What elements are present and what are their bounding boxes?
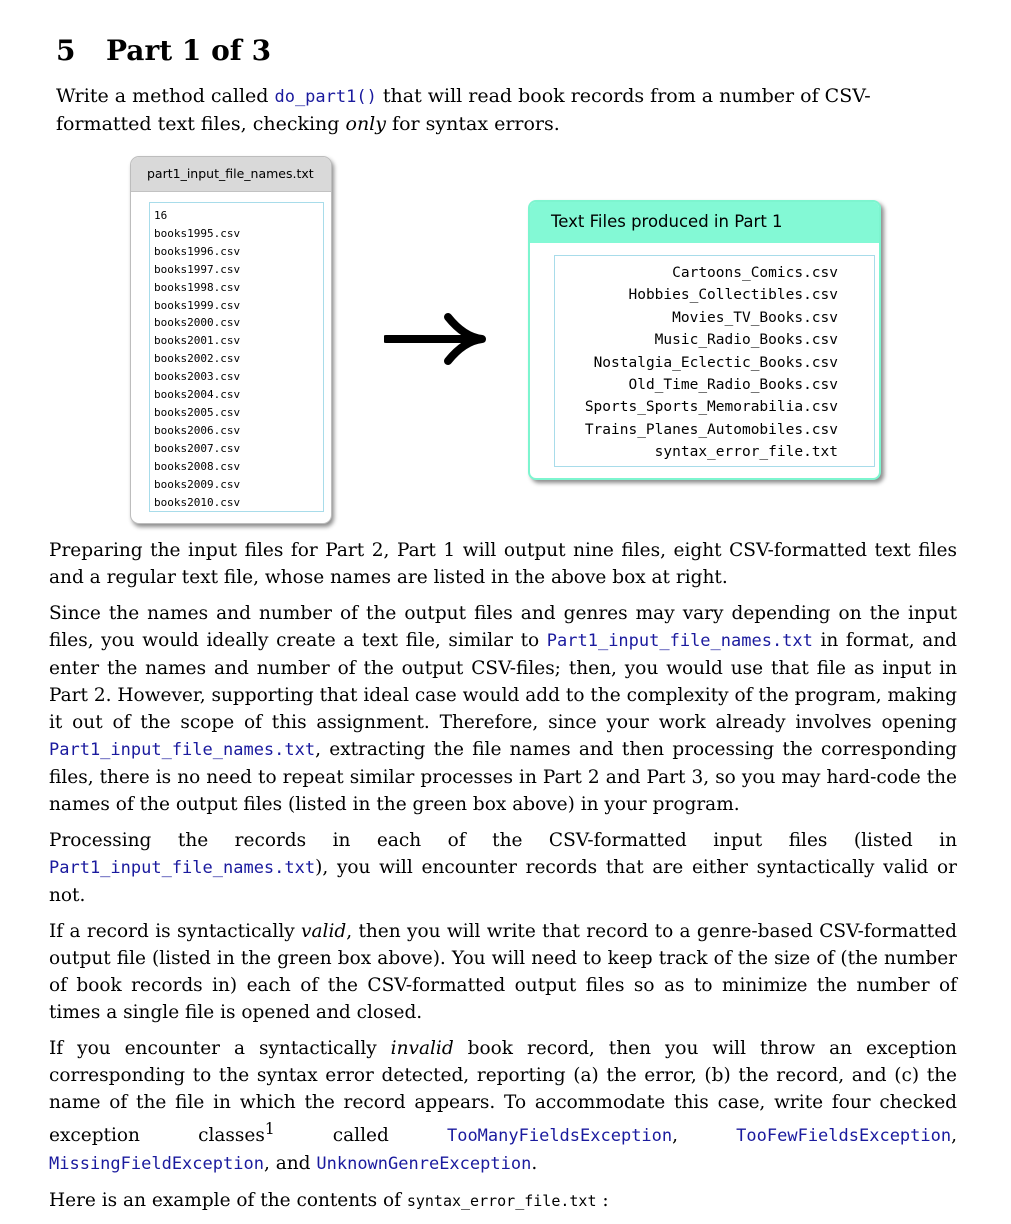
footnote-marker: 1 — [264, 1120, 275, 1138]
input-file-line: books2006.csv — [154, 423, 241, 437]
filename-code: Part1_input_file_names.txt — [49, 858, 316, 878]
intro-paragraph: Write a method called do_part1() that will read book records from a number of CSV-formatted text files, checking only for syntax errors. — [56, 85, 871, 135]
input-file-line: books1995.csv — [154, 226, 241, 240]
input-file-line: books2010.csv — [154, 495, 241, 509]
output-file-name: Old_Time_Radio_Books.csv — [628, 377, 838, 394]
output-file-name: Movies_TV_Books.csv — [672, 309, 838, 326]
input-file-line: books2002.csv — [154, 352, 241, 366]
output-file-name: Cartoons_Comics.csv — [672, 265, 838, 281]
output-files-box-title: Text Files produced in Part 1 — [530, 202, 879, 243]
input-file-line: books1998.csv — [154, 280, 241, 294]
input-file-window-title: part1_input_file_names.txt — [131, 157, 331, 192]
input-file-line: 16 — [154, 209, 168, 222]
output-files-box — [528, 200, 881, 480]
input-file-line: books2000.csv — [154, 316, 241, 330]
input-file-contents — [149, 202, 324, 512]
output-file-name: Music_Radio_Books.csv — [654, 332, 838, 349]
output-file-name: Sports_Sports_Memorabilia.csv — [584, 399, 838, 416]
exception-class-code: TooManyFieldsException — [446, 1126, 673, 1147]
output-file-name: Nostalgia_Eclectic_Books.csv — [593, 354, 838, 371]
exception-class-code: MissingFieldException — [49, 1154, 264, 1175]
filename-code: Part1_input_file_names.txt — [49, 740, 316, 760]
filename-code: syntax_error_file.txt — [406, 1192, 597, 1211]
input-file-line: books2009.csv — [154, 477, 241, 491]
output-file-name: syntax_error_file.txt — [654, 444, 838, 461]
input-file-line: books1996.csv — [154, 244, 241, 258]
paragraph-output-files: Preparing the input files for Part 2, Part 1 will output nine files, eight CSV-formatted text files and a regular text file, whose names are listed in the above box at right. — [49, 540, 957, 588]
input-file-line: books2008.csv — [154, 459, 241, 473]
paragraph-processing: Processing the records in each of the CSV-formatted input files (listed in Part1_input_file_names.txt), you will encounter records that are either syntactically valid or not. — [49, 830, 957, 906]
body-text — [49, 537, 957, 1224]
exception-class-code: TooFewFieldsException — [736, 1126, 952, 1147]
filename-code: Part1_input_file_names.txt — [546, 631, 813, 651]
input-file-line: books2007.csv — [154, 441, 241, 455]
paragraph-input-names: Since the names and number of the output files and genres may vary depending on the input files, you would ideally create a text file, similar to Part1_input_file_names.txt in format, and enter the names and number of the output CSV-files; then, you would use that file as input in Part 2. However, supporting that ideal case would add to the complexity of the program, making it out of the scope of this assignment. Therefore, since your work already involves opening Part1_input_file_names.txt, extracting the file names and then processing the corresponding files, there is no need to repeat similar processes in Part 2 and Part 3, so you may hard-code the names of the output files (listed in the green box above) in your program. — [49, 603, 957, 815]
input-file-line: books1997.csv — [154, 262, 241, 276]
exception-class-code: UnknownGenreException — [316, 1154, 532, 1175]
output-file-name: Hobbies_Collectibles.csv — [628, 287, 838, 304]
section-title: Part 1 of 3 — [106, 34, 272, 67]
section-number: 5 — [56, 34, 76, 67]
output-files-list — [554, 255, 875, 467]
input-file-window — [130, 156, 332, 524]
input-file-line: books2004.csv — [154, 388, 241, 402]
input-file-line: books2003.csv — [154, 370, 241, 384]
paragraph-invalid-record: If you encounter a syntactically invalid book record, then you will throw an exception corresponding to the syntax error detected, reporting (a) the error, (b) the record, and (c) the name of the file in which the record appears. To accommodate this case, write four checked exception classes$^1$ called TooManyFieldsException, TooFewFieldsException, MissingFieldException, and UnknownGenreException. — [49, 1038, 957, 1175]
input-file-line: books2005.csv — [154, 405, 241, 419]
output-file-name: Trains_Planes_Automobiles.csv — [584, 421, 838, 438]
section-heading — [56, 34, 271, 67]
input-file-line: books1999.csv — [154, 298, 241, 312]
paragraph-example: Here is an example of the contents of syntax_error_file.txt : — [49, 1190, 609, 1212]
right-arrow-icon — [384, 311, 488, 367]
input-file-line: books2001.csv — [154, 334, 241, 348]
method-name-code: do_part1() — [274, 87, 377, 107]
paragraph-valid-record: If a record is syntactically valid, then you will write that record to a genre-based CSV-formatted output file (listed in the green box above). You will need to keep track of the size of (the number of book records in) each of the CSV-formatted output files so as to minimize the number of times a single file is opened and closed. — [49, 921, 957, 1023]
